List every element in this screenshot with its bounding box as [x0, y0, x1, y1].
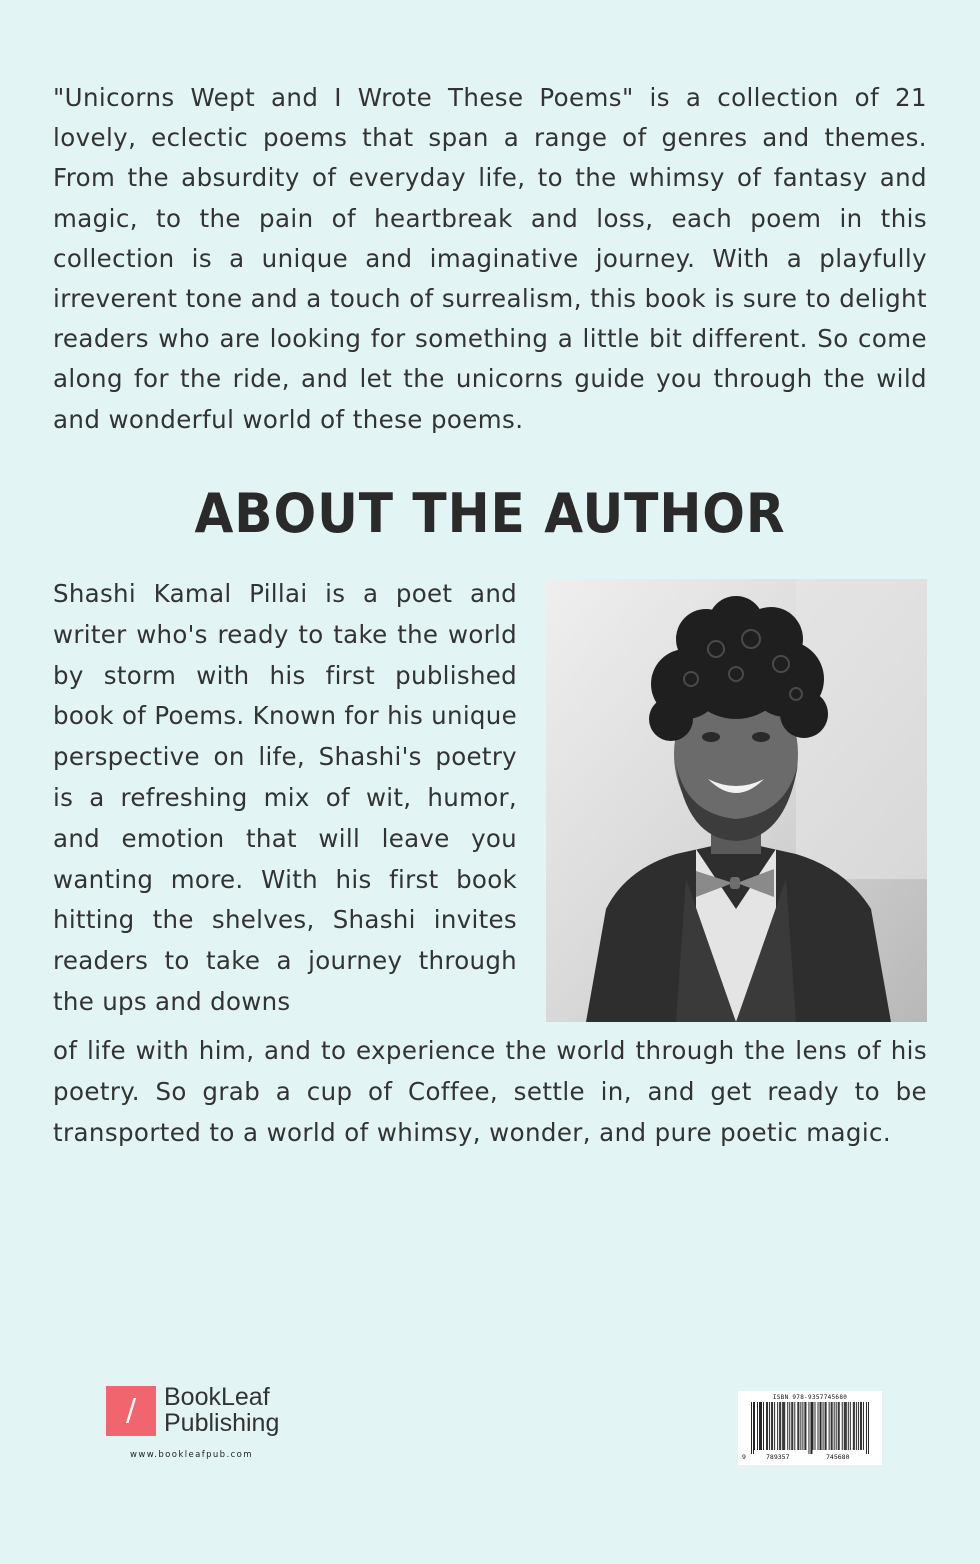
barcode-bars-icon: [751, 1402, 869, 1454]
author-bio-continued: of life with him, and to experience the world through the lens of his poetry. So grab a cup of Coffee, settle in, and get ready to be transported to a world of whimsy, wonder, and pure poetic magic.: [53, 1036, 927, 1147]
publisher-name-line1: BookLeaf: [164, 1383, 270, 1411]
publisher-name-line2: Publishing: [164, 1409, 280, 1437]
isbn-barcode: [738, 1391, 882, 1465]
book-blurb: "Unicorns Wept and I Wrote These Poems" is a collection of 21 lovely, eclectic poems that span a range of genres and themes. From the absurdity of everyday life, to the whimsy of fantasy and magic, to the pain of heartbreak and loss, each poem in this collection is a unique and imaginative journey. With a playfully irreverent tone and a touch of surrealism, this book is sure to delight readers who are looking for something a little bit different. So come along for the ride, and let the unicorns guide you through the wild and wonderful world of these poems.: [53, 83, 927, 434]
barcode-digit-first: 9: [742, 1453, 746, 1461]
publisher-logo: [106, 1383, 306, 1466]
publisher-url: www.bookleafpub.com: [130, 1450, 253, 1460]
author-bio-text: Shashi Kamal Pillai is a poet and writer who's ready to take the world by storm with his first published book of Poems. Known for his unique perspective on life, Shashi's poetry is a refreshing mix of wit, humor, and emotion that will leave you wanting more. With his first book hitting the shelves, Shashi invites readers to take a journey through the ups and downs: [53, 579, 517, 1016]
barcode-digits-right: 745680: [826, 1453, 850, 1461]
about-author-heading: ABOUT THE AUTHOR: [194, 482, 786, 545]
author-photo: [546, 579, 927, 1022]
publisher-name: [164, 1384, 324, 1436]
isbn-label: ISBN 978-9357745680: [772, 1394, 848, 1401]
bookleaf-mark-icon: /: [106, 1386, 156, 1436]
barcode-digits-left: 789357: [766, 1453, 790, 1461]
